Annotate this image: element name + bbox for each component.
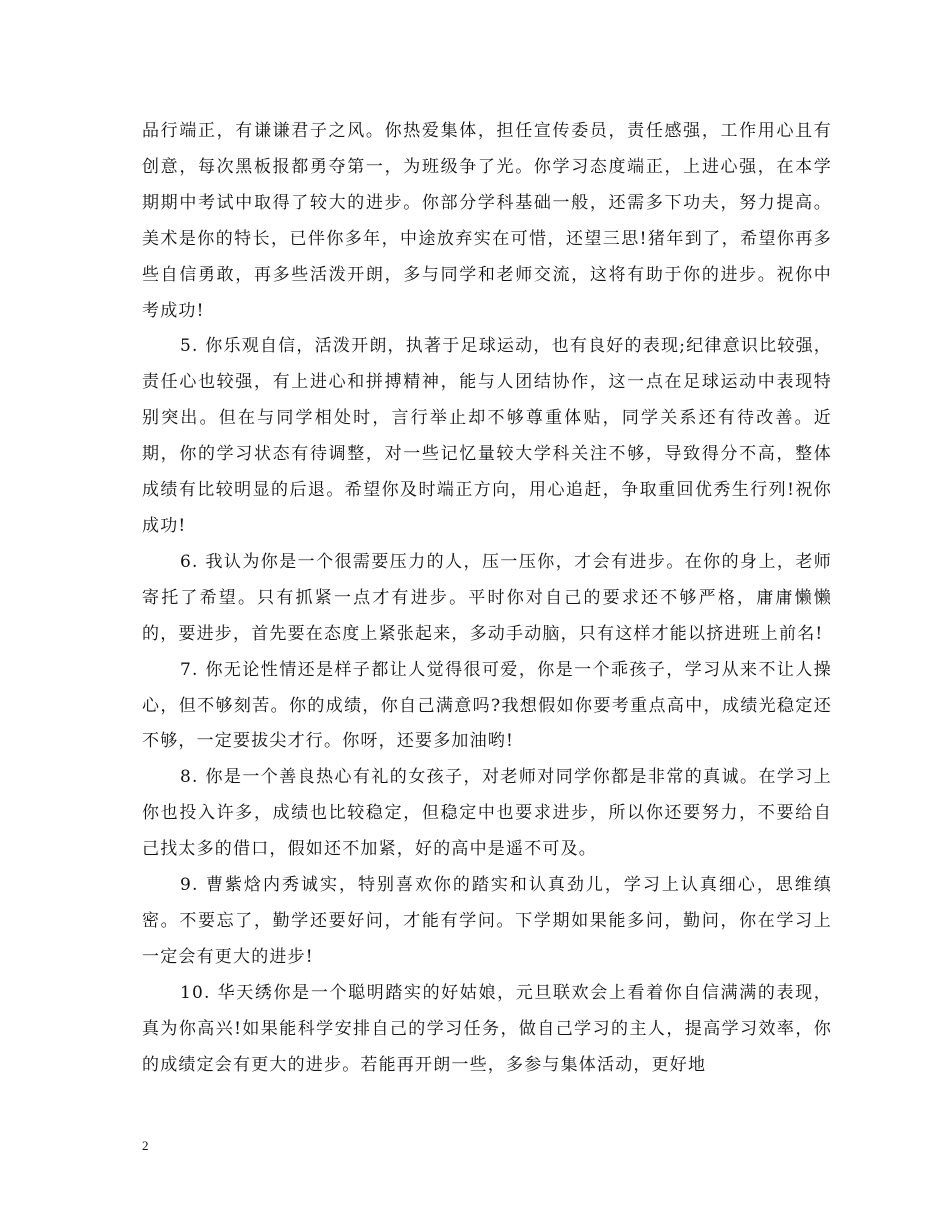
paragraph-item-9: 9. 曹紫焓内秀诚实，特别喜欢你的踏实和认真劲儿，学习上认真细心，思维缜密。不要忘了，勤学还要好问，才能有学问。下学期如果能多问，勤问，你在学习上一定会有更大的进步! [142, 875, 832, 967]
paragraph-item-8: 8. 你是一个善良热心有礼的女孩子，对老师对同学你都是非常的真诚。在学习上你也投入许多，成绩也比较稳定，但稳定中也要求进步，所以你还要努力，不要给自己找太多的借口，假如还不加紧，好的高中是遥不可及。 [142, 767, 832, 860]
page-number: 2 [142, 1138, 149, 1153]
paragraph-continued: 品行端正，有谦谦君子之风。你热爱集体，担任宣传委员，责任感强，工作用心且有创意，每次黑板报都勇夺第一，为班级争了光。你学习态度端正，上进心强，在本学期期中考试中取得了较大的进步。你部分学科基础一般，还需多下功夫，努力提高。美术是你的特长，已伴你多年，中途放弃实在可惜，还望三思!猪年到了，希望你再多些自信勇敢，再多些活泼开朗，多与同学和老师交流，这将有助于你的进步。祝你中考成功! [142, 121, 832, 321]
paragraph-item-10: 10. 华天绣你是一个聪明踏实的好姑娘，元旦联欢会上看着你自信满满的表现，真为你高兴!如果能科学安排自己的学习任务，做自己学习的主人，提高学习效率，你的成绩定会有更大的进步。若能再开朗一些，多参与集体活动，更好地 [142, 982, 832, 1075]
paragraph-item-5: 5. 你乐观自信，活泼开朗，执著于足球运动，也有良好的表现;纪律意识比较强，责任心也较强，有上进心和拼搏精神，能与人团结协作，这一点在足球运动中表现特别突出。但在与同学相处时，言行举止却不够尊重体贴，同学关系还有待改善。近期，你的学习状态有待调整，对一些记忆量较大学科关注不够，导致得分不高，整体成绩有比较明显的后退。希望你及时端正方向，用心追赶，争取重回优秀生行列!祝你成功! [142, 336, 832, 536]
document-body [142, 114, 832, 1083]
paragraph-item-6: 6. 我认为你是一个很需要压力的人，压一压你，才会有进步。在你的身上，老师寄托了希望。只有抓紧一点才有进步。平时你对自己的要求还不够严格，庸庸懒懒的，要进步，首先要在态度上紧张起来，多动手动脑，只有这样才能以挤进班上前名! [142, 551, 832, 644]
paragraph-item-7: 7. 你无论性情还是样子都让人觉得很可爱，你是一个乖孩子，学习从来不让人操心，但不够刻苦。你的成绩，你自己满意吗?我想假如你要考重点高中，成绩光稳定还不够，一定要拔尖才行。你呀，还要多加油哟! [142, 659, 832, 752]
